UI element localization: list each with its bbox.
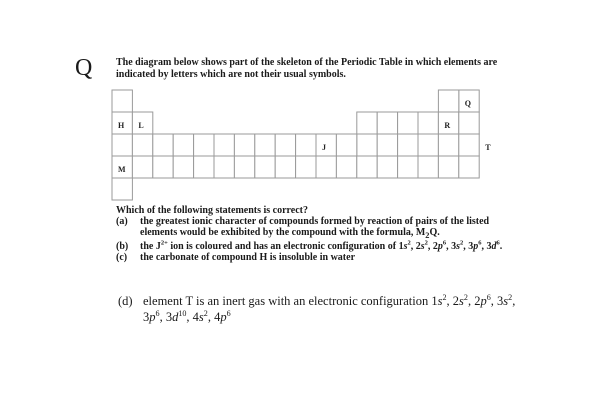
- element-t: T: [485, 143, 491, 152]
- option-a-label: (a): [116, 216, 128, 227]
- table-cell: [316, 156, 336, 178]
- element-m: M: [118, 165, 126, 174]
- table-cell: [357, 156, 377, 178]
- table-cell: [336, 156, 356, 178]
- table-cell: [398, 134, 418, 156]
- table-cell: [398, 112, 418, 134]
- element-h: H: [118, 121, 125, 130]
- table-cell: [438, 90, 458, 112]
- option-d: [118, 293, 538, 325]
- option-b: [116, 241, 528, 252]
- element-j: J: [322, 143, 326, 152]
- table-cell: [132, 134, 152, 156]
- table-cell: [418, 156, 438, 178]
- element-l: L: [138, 121, 144, 130]
- table-cell: [275, 156, 295, 178]
- table-cell: [438, 156, 458, 178]
- table-cell: [214, 156, 234, 178]
- element-r: R: [444, 121, 451, 130]
- table-cell: [214, 134, 234, 156]
- table-cell: [418, 134, 438, 156]
- table-cell: [377, 134, 397, 156]
- table-cell: [112, 178, 132, 200]
- option-c-text: the carbonate of compound H is insoluble in water: [140, 252, 356, 263]
- table-cell: [112, 134, 132, 156]
- option-b-label: (b): [116, 241, 129, 252]
- table-cell: [255, 134, 275, 156]
- table-cell: [377, 156, 397, 178]
- table-cell: [194, 156, 214, 178]
- table-cell: [336, 134, 356, 156]
- table-cell: [173, 134, 193, 156]
- table-cell: [459, 156, 479, 178]
- element-q: Q: [464, 99, 472, 108]
- table-cell: [398, 156, 418, 178]
- table-cell: [316, 134, 336, 156]
- table-cell: [234, 134, 254, 156]
- option-d-label: (d): [118, 294, 133, 308]
- table-cell: [153, 134, 173, 156]
- question-body: [116, 205, 528, 263]
- table-cell: [296, 156, 316, 178]
- table-cell: [173, 156, 193, 178]
- table-cell: [275, 134, 295, 156]
- question-intro: The diagram below shows part of the skeleton of the Periodic Table in which elements are indicated by letters which are not their usual symbols.: [116, 57, 498, 80]
- table-cell: [112, 90, 132, 112]
- table-cell: [357, 134, 377, 156]
- question-marker: Q: [75, 55, 93, 81]
- table-cell: [459, 112, 479, 134]
- option-b-text: the $J^{2+}$ ion is coloured and has an electronic configuration of $1s^2$, $2s^2$, $2p^6$, $3s^2$, $3p^6$, $3d^6$.: [140, 239, 503, 252]
- table-cell: [459, 134, 479, 156]
- table-cell: [418, 112, 438, 134]
- table-cell: [255, 156, 275, 178]
- question-stem: Which of the following statements is correct?: [116, 205, 309, 216]
- table-cell: [153, 156, 173, 178]
- table-cell: [132, 156, 152, 178]
- table-cell: [194, 134, 214, 156]
- table-cell: [438, 134, 458, 156]
- table-cell: [234, 156, 254, 178]
- option-c: [116, 252, 528, 263]
- table-cell: [377, 112, 397, 134]
- option-a-text: the greatest ionic character of compounds formed by reaction of pairs of the listed elements would be exhibited by the compound with the formula, $M_2Q$.: [140, 216, 490, 240]
- option-c-label: (c): [116, 252, 128, 263]
- option-d-text: element T is an inert gas with an electronic configuration $1s^2$, $2s^2$, $2p^6$, $3s^2$, $3p^6$, $3d^{10}$, $4s^2$, $4p^6$: [143, 292, 516, 324]
- table-cell: [357, 112, 377, 134]
- table-cell: [296, 134, 316, 156]
- option-a: [116, 216, 528, 241]
